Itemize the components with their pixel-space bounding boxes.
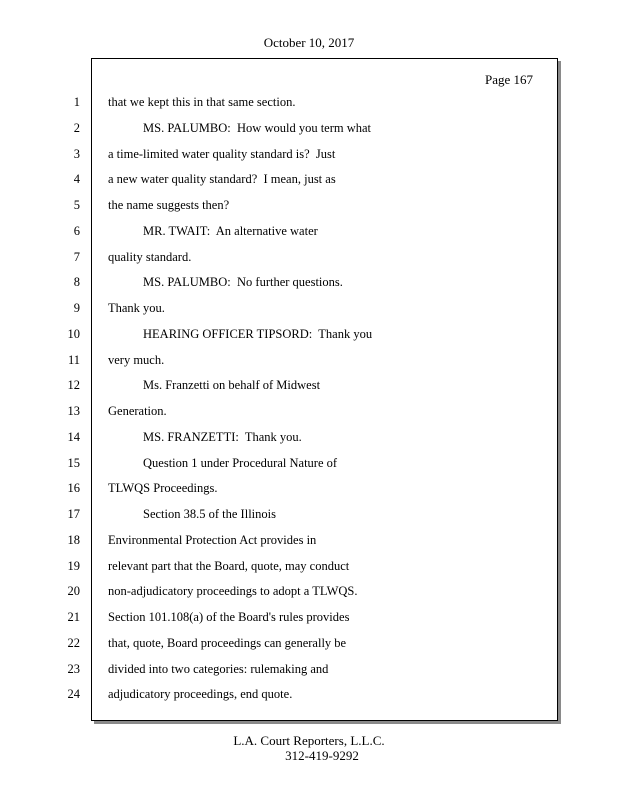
line-number: 21 (67, 610, 80, 624)
line-text: HEARING OFFICER TIPSORD: Thank you (143, 326, 373, 341)
line-text: that, quote, Board proceedings can generally be (108, 635, 347, 650)
transcript-line (0, 481, 618, 501)
line-text: adjudicatory proceedings, end quote. (108, 687, 293, 702)
line-text: Question 1 under Procedural Nature of (143, 455, 338, 470)
line-text: MR. TWAIT: An alternative water (143, 223, 318, 238)
line-text: a new water quality standard? I mean, just as (108, 172, 336, 187)
line-number: 10 (67, 326, 80, 341)
line-number: 20 (67, 584, 80, 599)
transcript-line (0, 327, 618, 347)
line-number: 16 (67, 481, 80, 496)
line-number: 22 (67, 635, 80, 650)
transcript-line (0, 404, 618, 424)
page-number: Page 167 (484, 72, 533, 87)
line-text: Section 38.5 of the Illinois (143, 507, 276, 521)
transcript-line (0, 584, 618, 604)
line-text: divided into two categories: rulemaking and (108, 661, 329, 676)
line-number: 5 (73, 198, 80, 212)
line-number: 9 (73, 301, 80, 315)
line-number: 8 (73, 275, 80, 290)
transcript-line (0, 610, 618, 630)
transcript-line (0, 147, 618, 167)
line-number: 13 (67, 404, 80, 418)
line-number: 14 (67, 429, 80, 444)
line-number: 12 (67, 378, 80, 393)
transcript-line (0, 687, 618, 707)
line-number: 1 (73, 95, 80, 109)
line-text: MS. FRANZETTI: Thank you. (143, 429, 302, 444)
line-text: that we kept this in that same section. (108, 95, 296, 109)
line-number: 17 (67, 507, 80, 521)
line-text: relevant part that the Board, quote, may conduct (108, 558, 350, 573)
line-number: 11 (67, 352, 80, 367)
transcript-line (0, 172, 618, 192)
transcript-line (0, 636, 618, 656)
line-number: 24 (67, 687, 80, 702)
transcript-date: October 10, 2017 (263, 35, 355, 50)
transcript-line (0, 507, 618, 527)
transcript-line (0, 250, 618, 270)
transcript-line (0, 430, 618, 450)
line-text: Environmental Protection Act provides in (108, 532, 317, 547)
footer-company: L.A. Court Reporters, L.L.C. (233, 733, 385, 748)
transcript-line (0, 559, 618, 579)
line-number: 15 (67, 455, 80, 470)
line-text: non-adjudicatory proceedings to adopt a TLWQS. (108, 584, 358, 599)
line-number: 23 (67, 661, 80, 676)
line-number: 18 (67, 532, 80, 547)
line-number: 2 (73, 120, 80, 135)
line-text: Section 101.108(a) of the Board's rules provides (108, 610, 350, 624)
line-number: 7 (73, 249, 80, 264)
line-text: the name suggests then? (108, 198, 230, 212)
footer-phone: 312-419-9292 (285, 748, 359, 763)
transcript-line (0, 95, 618, 115)
line-text: Ms. Franzetti on behalf of Midwest (143, 378, 321, 393)
line-text: Thank you. (108, 301, 165, 315)
line-text: TLWQS Proceedings. (108, 481, 218, 496)
line-text: MS. PALUMBO: How would you term what (143, 120, 372, 135)
line-text: a time-limited water quality standard is? Just (108, 146, 336, 161)
transcript-line (0, 121, 618, 141)
line-text: very much. (108, 352, 165, 367)
line-number: 19 (67, 558, 80, 573)
transcript-line (0, 662, 618, 682)
line-text: quality standard. (108, 249, 192, 264)
line-text: MS. PALUMBO: No further questions. (143, 275, 343, 290)
transcript-line (0, 533, 618, 553)
transcript-line (0, 275, 618, 295)
line-number: 6 (73, 223, 80, 238)
transcript-line (0, 301, 618, 321)
transcript-line (0, 456, 618, 476)
transcript-line (0, 224, 618, 244)
transcript-line (0, 378, 618, 398)
line-text: Generation. (108, 404, 167, 418)
transcript-line (0, 198, 618, 218)
line-number: 3 (73, 146, 80, 161)
line-number: 4 (73, 172, 80, 187)
transcript-line (0, 353, 618, 373)
